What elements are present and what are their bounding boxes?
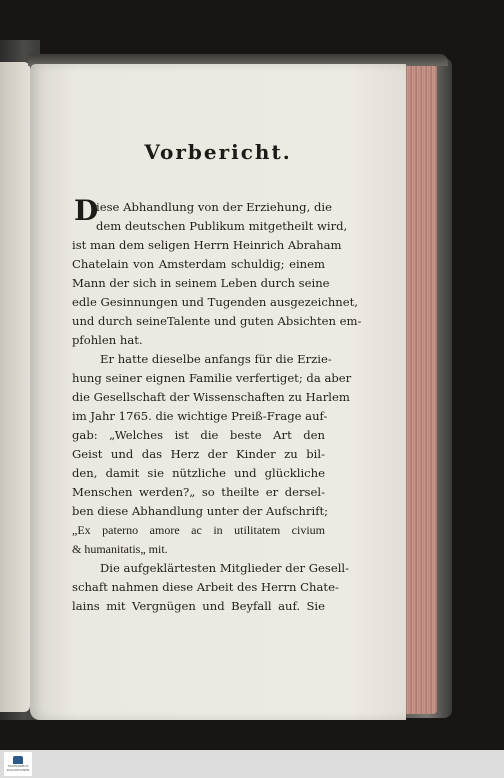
page-title: Vorbericht. xyxy=(144,140,292,164)
previous-page-edge xyxy=(0,62,30,712)
viewer-footer-bar xyxy=(0,750,504,778)
text-line: iese Abhandlung von der Erziehung, die xyxy=(96,200,332,214)
text-line: pfohlen hat. xyxy=(72,333,143,347)
text-line: Menschen werden?„ so theilte er dersel- xyxy=(72,485,325,499)
text-line: die Gesellschaft der Wissenschaften zu Harlem xyxy=(72,390,350,404)
text-line: hung seiner eignen Familie verfertiget; da aber xyxy=(72,371,352,385)
text-line: ist man dem seligen Herrn Heinrich Abraham xyxy=(72,238,342,252)
text-line: schaft nahmen diese Arbeit des Herrn Chate- xyxy=(72,580,339,594)
logo-mark-icon xyxy=(13,756,23,764)
text-line: edle Gesinnungen und Tugenden ausgezeichnet, xyxy=(72,295,358,309)
text-line: Geist und das Herz der Kinder zu bil- xyxy=(72,447,325,461)
text-line: lains mit Vergnügen und Beyfall auf. Sie xyxy=(72,599,325,613)
text-line: dem deutschen Publikum mitgetheilt wird, xyxy=(96,219,348,233)
text-line: & humanitatis„ mit. xyxy=(72,542,168,556)
text-line: Er hatte dieselbe anfangs für die Erzie- xyxy=(100,352,332,366)
drop-cap: D xyxy=(74,194,99,227)
logo-subtext: KOLLEKTIONEN xyxy=(6,768,30,772)
text-line: ben diese Abhandlung unter der Aufschrift; xyxy=(72,504,329,518)
logo-text: TRANSKRIBUS xyxy=(7,764,29,768)
page-edges xyxy=(403,64,437,714)
text-line: „Ex paterno amore ac in utilitatem civium xyxy=(72,523,325,537)
text-line: und durch seineTalente und guten Absichten em- xyxy=(72,314,362,328)
text-line: den, damit sie nützliche und glückliche xyxy=(72,466,325,480)
text-line: Mann der sich in seinem Leben durch seine xyxy=(72,276,330,290)
text-line: gab: „Welches ist die beste Art den xyxy=(72,428,325,442)
library-logo xyxy=(4,752,32,776)
text-line: Chatelain von Amsterdam schuldig; einem xyxy=(72,257,325,271)
text-line: Die aufgeklärtesten Mitglieder der Gesell- xyxy=(100,561,350,575)
text-line: im Jahr 1765. die wichtige Preiß-Frage auf- xyxy=(72,409,328,423)
